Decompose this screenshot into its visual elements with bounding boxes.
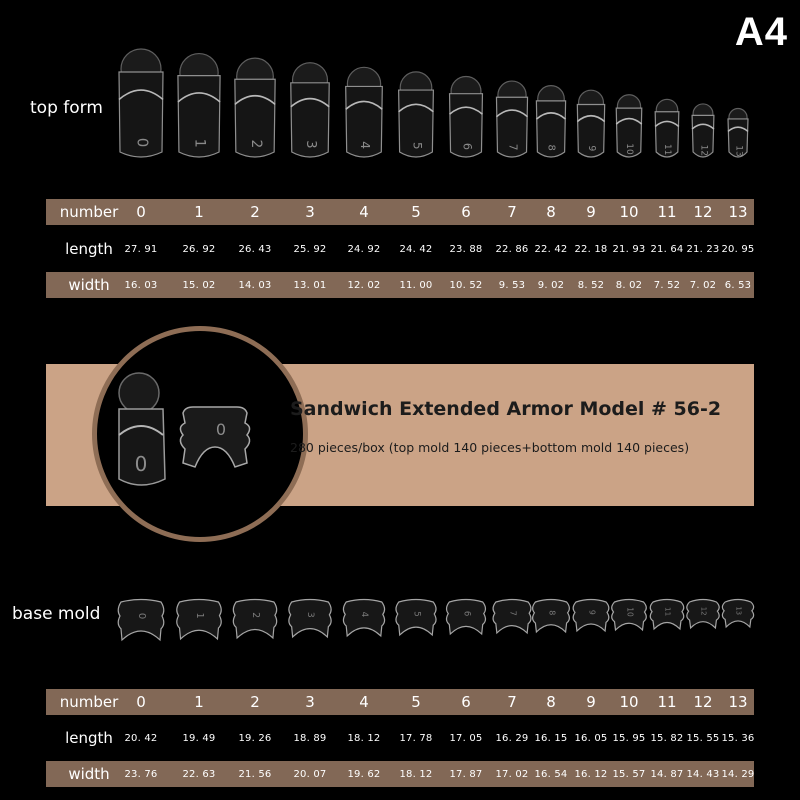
top-form-label: top form (30, 98, 103, 118)
base-length-cell-8: 16. 15 (534, 732, 568, 744)
top-form-number-13: 13 (733, 145, 744, 157)
top-form-number-4: 4 (358, 141, 374, 150)
top-width-cell-7: 9. 53 (498, 279, 526, 291)
base-number-cell-2: 2 (250, 693, 260, 711)
base-length-cell-2: 19. 26 (238, 732, 272, 744)
base-mold-label: base mold (12, 604, 101, 624)
base-width-cell-1: 22. 63 (182, 768, 216, 780)
base-length-row (46, 725, 754, 751)
top-length-cell-6: 23. 88 (449, 243, 483, 255)
base-mold-number-8: 8 (547, 610, 557, 616)
top-number-cell-9: 9 (586, 203, 596, 221)
base-mold-number-10: 10 (625, 607, 635, 617)
top-number-cell-0: 0 (136, 203, 146, 221)
base-number-cell-0: 0 (136, 693, 146, 711)
top-width-cell-9: 8. 52 (577, 279, 605, 291)
top-width-cell-11: 7. 52 (653, 279, 681, 291)
top-width-cell-5: 11. 00 (399, 279, 433, 291)
top-width-cell-6: 10. 52 (449, 279, 483, 291)
top-width-cell-8: 9. 02 (537, 279, 565, 291)
top-width-cell-0: 16. 03 (124, 279, 158, 291)
top-form-number-6: 6 (460, 142, 474, 150)
top-length-cell-9: 22. 18 (574, 243, 608, 255)
preview-top-number: 0 (134, 452, 148, 476)
base-mold-1 (177, 600, 221, 640)
base-mold-12 (687, 600, 719, 629)
top-length-cell-8: 22. 42 (534, 243, 568, 255)
product-title: Sandwich Extended Armor Model # 56-2 (290, 398, 722, 420)
base-mold-8 (533, 600, 570, 633)
base-width-cell-11: 14. 87 (650, 768, 684, 780)
top-number-cell-4: 4 (359, 203, 369, 221)
base-number-label: number (59, 693, 119, 711)
base-length-cell-5: 17. 78 (399, 732, 433, 744)
base-width-cell-0: 23. 76 (124, 768, 158, 780)
base-width-cell-3: 20. 07 (293, 768, 327, 780)
base-mold-0 (118, 600, 164, 641)
base-mold-9 (573, 600, 609, 632)
product-subtitle: 280 pieces/box (top mold 140 pieces+bottom mold 140 pieces) (290, 440, 690, 455)
base-length-cell-6: 17. 05 (449, 732, 483, 744)
top-number-cell-7: 7 (507, 203, 517, 221)
top-form-number-0: 0 (133, 137, 152, 148)
top-number-cell-8: 8 (546, 203, 556, 221)
base-width-cell-12: 14. 43 (686, 768, 720, 780)
top-form-number-9: 9 (585, 145, 597, 152)
base-mold-10 (612, 600, 647, 631)
base-number-cell-11: 11 (657, 693, 677, 711)
top-width-cell-12: 7. 02 (689, 279, 717, 291)
top-width-cell-3: 13. 01 (293, 279, 327, 291)
top-width-cell-1: 15. 02 (182, 279, 216, 291)
base-length-label: length (65, 729, 113, 747)
top-width-cell-4: 12. 02 (347, 279, 381, 291)
top-length-cell-7: 22. 86 (495, 243, 529, 255)
top-number-cell-2: 2 (250, 203, 260, 221)
base-mold-number-0: 0 (136, 612, 147, 620)
top-number-cell-12: 12 (693, 203, 713, 221)
base-length-cell-1: 19. 49 (182, 732, 216, 744)
base-mold-3 (289, 600, 331, 638)
base-length-cell-12: 15. 55 (686, 732, 720, 744)
base-length-cell-3: 18. 89 (293, 732, 327, 744)
base-mold-number-12: 12 (699, 606, 708, 616)
top-form-number-11: 11 (662, 143, 673, 156)
base-mold-number-5: 5 (411, 611, 422, 617)
base-number-cell-4: 4 (359, 693, 369, 711)
top-form-number-8: 8 (545, 144, 557, 151)
base-mold-7 (493, 600, 531, 634)
base-mold-number-3: 3 (305, 611, 317, 618)
top-length-cell-13: 20. 95 (721, 243, 755, 255)
base-length-cell-11: 15. 82 (650, 732, 684, 744)
base-width-cell-10: 15. 57 (612, 768, 646, 780)
model-badge: A4 (734, 10, 788, 54)
base-mold-number-7: 7 (508, 610, 519, 616)
top-width-cell-13: 6. 53 (724, 279, 752, 291)
base-length-cell-10: 15. 95 (612, 732, 646, 744)
top-number-cell-1: 1 (194, 203, 204, 221)
base-mold-number-9: 9 (587, 609, 597, 615)
top-length-cell-1: 26. 92 (182, 243, 216, 255)
top-form-number-10: 10 (624, 143, 635, 155)
base-width-label: width (68, 765, 110, 783)
base-mold-number-13: 13 (734, 606, 743, 616)
base-number-cell-6: 6 (461, 693, 471, 711)
top-form-number-12: 12 (698, 144, 709, 157)
base-width-cell-6: 17. 87 (449, 768, 483, 780)
top-length-cell-11: 21. 64 (650, 243, 684, 255)
top-length-cell-12: 21. 23 (686, 243, 720, 255)
base-width-cell-2: 21. 56 (238, 768, 272, 780)
base-length-cell-4: 18. 12 (347, 732, 381, 744)
base-length-cell-0: 20. 42 (124, 732, 158, 744)
base-mold-2 (233, 600, 276, 639)
base-mold-number-4: 4 (359, 611, 370, 618)
base-mold-5 (396, 600, 436, 636)
base-number-cell-5: 5 (411, 693, 421, 711)
base-width-cell-9: 16. 12 (574, 768, 608, 780)
base-width-cell-8: 16. 54 (534, 768, 568, 780)
top-width-label: width (68, 276, 110, 294)
base-number-cell-9: 9 (586, 693, 596, 711)
top-length-cell-4: 24. 92 (347, 243, 381, 255)
base-number-cell-8: 8 (546, 693, 556, 711)
base-length-cell-7: 16. 29 (495, 732, 529, 744)
top-length-cell-5: 24. 42 (399, 243, 433, 255)
top-number-cell-3: 3 (305, 203, 315, 221)
base-width-cell-13: 14. 29 (721, 768, 755, 780)
top-length-cell-2: 26. 43 (238, 243, 272, 255)
base-length-cell-13: 15. 36 (721, 732, 755, 744)
top-form-number-7: 7 (506, 143, 519, 151)
base-width-row (46, 761, 754, 787)
top-length-label: length (65, 240, 113, 258)
base-number-cell-13: 13 (728, 693, 748, 711)
top-width-cell-2: 14. 03 (238, 279, 272, 291)
base-length-cell-9: 16. 05 (574, 732, 608, 744)
base-number-cell-12: 12 (693, 693, 713, 711)
base-number-row (46, 689, 754, 715)
base-width-cell-7: 17. 02 (495, 768, 529, 780)
base-mold-6 (447, 600, 486, 635)
top-number-cell-13: 13 (728, 203, 748, 221)
top-number-label: number (59, 203, 119, 221)
base-mold-11 (650, 600, 683, 630)
base-mold-number-6: 6 (461, 610, 472, 617)
base-number-cell-3: 3 (305, 693, 315, 711)
base-mold-4 (343, 600, 384, 637)
base-mold-number-1: 1 (194, 612, 206, 619)
base-number-cell-1: 1 (194, 693, 204, 711)
top-form-number-3: 3 (302, 140, 318, 149)
base-mold-number-2: 2 (250, 612, 262, 619)
top-number-cell-6: 6 (461, 203, 471, 221)
base-mold-13 (722, 600, 753, 628)
base-mold-number-11: 11 (663, 606, 673, 617)
top-number-cell-10: 10 (619, 203, 639, 221)
base-number-cell-10: 10 (619, 693, 639, 711)
top-number-cell-5: 5 (411, 203, 421, 221)
preview-base-number: 0 (215, 420, 227, 439)
top-form-number-1: 1 (191, 138, 208, 148)
top-length-cell-0: 27. 91 (124, 243, 158, 255)
top-form-number-5: 5 (410, 141, 425, 150)
base-width-cell-5: 18. 12 (399, 768, 433, 780)
top-length-cell-10: 21. 93 (612, 243, 646, 255)
top-form-number-2: 2 (247, 139, 264, 149)
base-width-cell-4: 19. 62 (347, 768, 381, 780)
top-length-cell-3: 25. 92 (293, 243, 327, 255)
base-number-cell-7: 7 (507, 693, 517, 711)
top-number-cell-11: 11 (657, 203, 677, 221)
top-width-cell-10: 8. 02 (615, 279, 643, 291)
